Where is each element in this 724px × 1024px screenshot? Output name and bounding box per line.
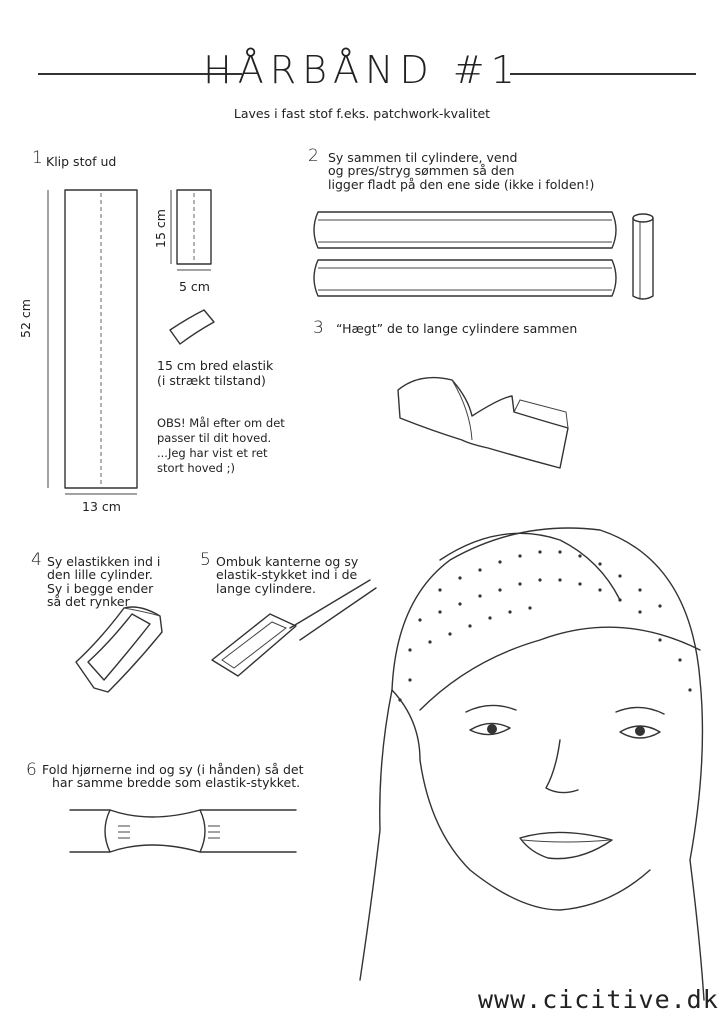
obs-note-1: OBS! Mål efter om det xyxy=(157,416,285,430)
short-cylinder xyxy=(633,214,653,299)
dim-small-width: 5 cm xyxy=(179,279,210,294)
step-4-line-4: så det rynker xyxy=(47,594,130,609)
dim-long-height: 52 cm xyxy=(18,299,33,338)
dim-small-height: 15 cm xyxy=(153,209,168,248)
elastic-note-1: 15 cm bred elastik xyxy=(157,358,274,373)
step6-drawing xyxy=(70,810,296,852)
obs-note-3: ...Jeg har vist et ret xyxy=(157,446,268,460)
step4-drawing xyxy=(76,607,162,692)
step-6-line-2: har samme bredde som elastik-stykket. xyxy=(52,775,301,790)
page-title: HÅRBÅND #1 xyxy=(203,48,521,92)
step-4-number: 4 xyxy=(31,550,42,570)
hooked-cylinders xyxy=(398,378,568,468)
step-6-number: 6 xyxy=(26,760,37,780)
obs-note-2: passer til dit hoved. xyxy=(157,431,272,445)
step-3-number: 3 xyxy=(313,318,324,338)
dim-long-width: 13 cm xyxy=(82,499,121,514)
step-5-number: 5 xyxy=(200,550,211,570)
step-4-line-1: Sy elastikken ind i xyxy=(47,554,161,569)
step-2-line-2: og pres/stryg sømmen så den xyxy=(328,163,515,178)
step-5-line-3: lange cylindere. xyxy=(216,581,316,596)
long-cylinder-2 xyxy=(314,260,616,296)
long-cylinder-1 xyxy=(314,212,616,248)
elastic-piece xyxy=(170,310,214,344)
step-4-line-3: Sy i begge ender xyxy=(47,581,154,596)
step-3-text: “Hægt” de to lange cylindere sammen xyxy=(336,321,578,336)
step-5-line-2: elastik-stykket ind i de xyxy=(216,567,358,582)
long-fabric-piece xyxy=(48,190,137,494)
portrait-drawing xyxy=(360,528,704,1000)
small-fabric-piece xyxy=(171,190,211,270)
step-2-number: 2 xyxy=(308,146,319,166)
elastic-note-2: (i strækt tilstand) xyxy=(157,373,266,388)
page-subtitle: Laves i fast stof f.eks. patchwork-kvalitet xyxy=(233,106,491,121)
step-1-text: Klip stof ud xyxy=(46,154,117,169)
step-2-line-3: ligger fladt på den ene side (ikke i folden!) xyxy=(328,177,595,192)
step-5-line-1: Ombuk kanterne og sy xyxy=(216,554,359,569)
step-1-number: 1 xyxy=(32,148,43,168)
step-4-line-2: den lille cylinder. xyxy=(47,567,153,582)
website-link[interactable]: www.cicitive.dk xyxy=(478,985,719,1014)
step-6-line-1: Fold hjørnerne ind og sy (i hånden) så det xyxy=(42,762,304,777)
obs-note-4: stort hoved ;) xyxy=(157,461,235,475)
step-2-line-1: Sy sammen til cylindere, vend xyxy=(328,150,518,165)
